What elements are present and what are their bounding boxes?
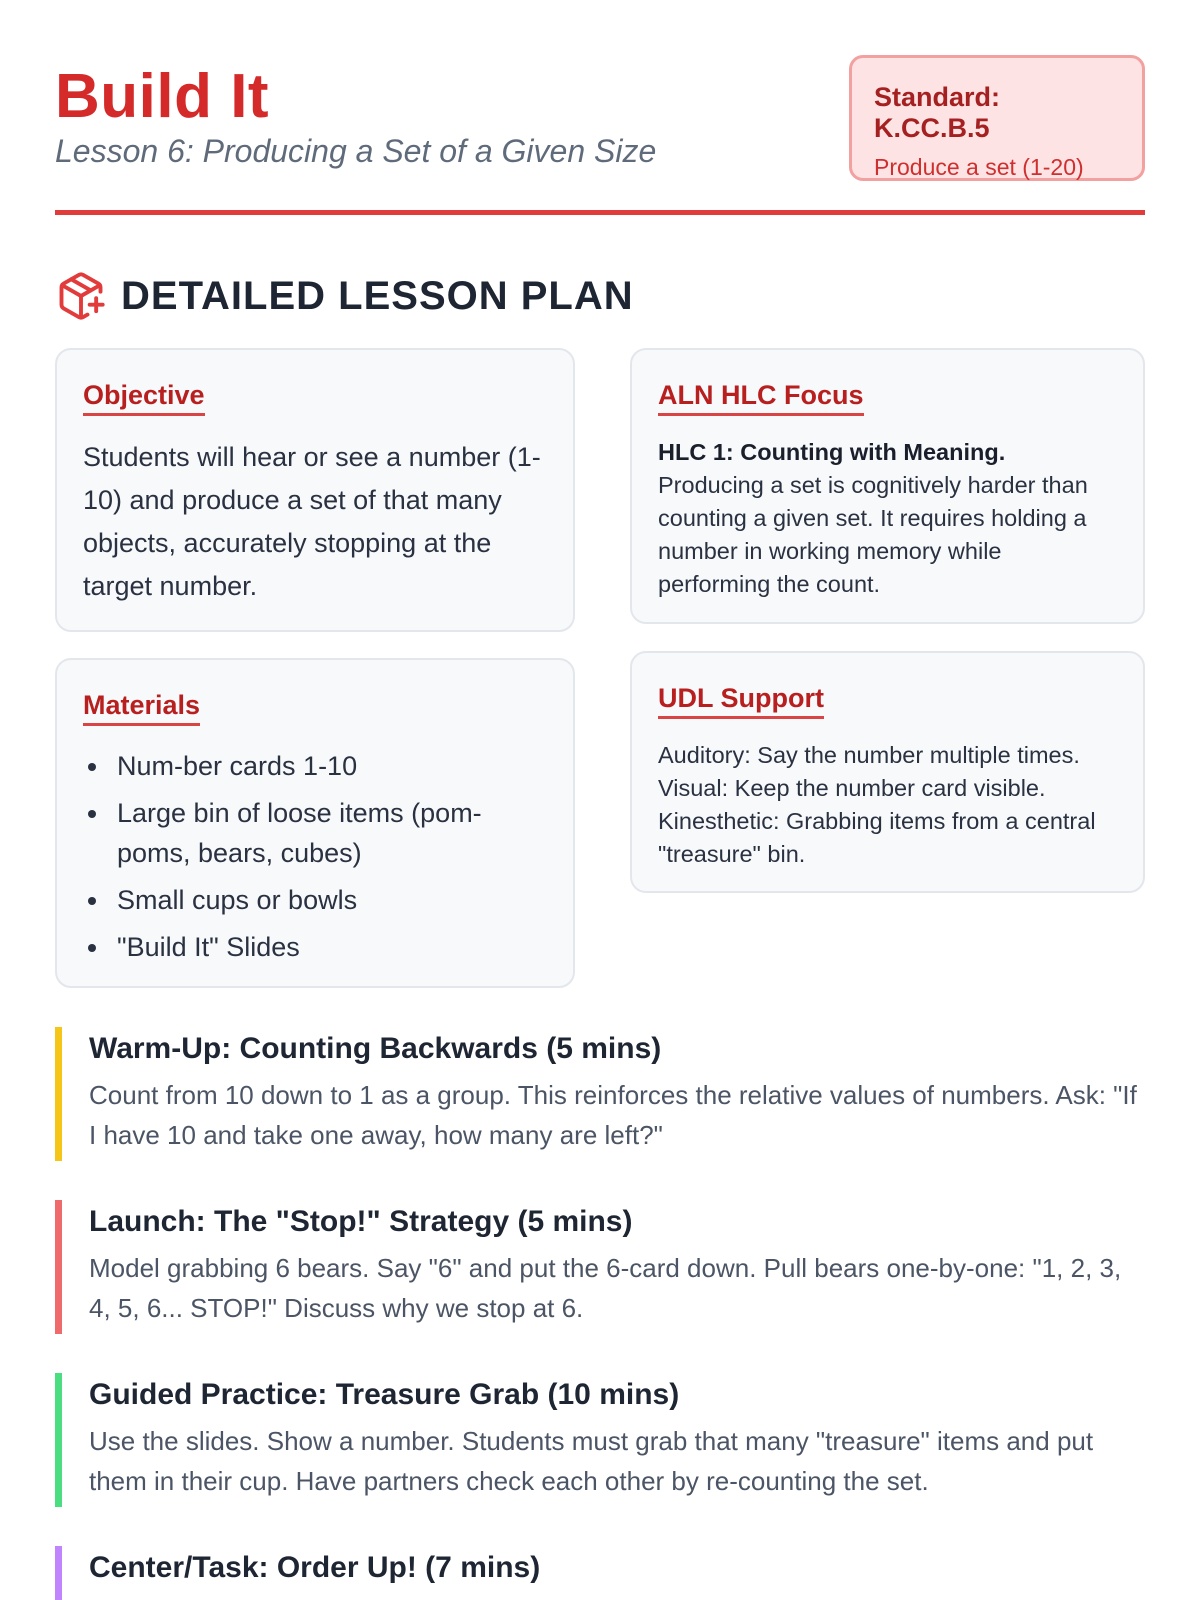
materials-list xyxy=(83,746,547,967)
lesson-step-warmup xyxy=(55,1027,1145,1161)
step-description: Use the slides. Show a number. Students must grab that many "treasure" items and put them in their cup. Have partners check each other by re-counting the set. xyxy=(89,1426,1094,1496)
focus-content xyxy=(658,436,1117,601)
focus-card xyxy=(630,348,1145,624)
standard-description: Produce a set (1-20) xyxy=(874,154,1084,180)
lesson-subtitle: Lesson 6: Producing a Set of a Given Size xyxy=(55,133,657,169)
step-description: Model grabbing 6 bears. Say "6" and put the 6-card down. Pull bears one-by-one: "1, 2, 3, 4, 5, 6... STOP!" Discuss why we stop at 6. xyxy=(89,1253,1122,1323)
objective-card xyxy=(55,348,575,632)
udl-body: Auditory: Say the number multiple times. Visual: Keep the number card visible. Kinesthetic: Grabbing items from a central "treasure" bin. xyxy=(658,742,1096,867)
page-title: Build It xyxy=(55,62,270,131)
step-title: Launch: The "Stop!" Strategy (5 mins) xyxy=(89,1205,633,1238)
step-description: Count from 10 down to 1 as a group. This reinforces the relative values of numbers. Ask: "If I have 10 and take one away, how many are left?" xyxy=(89,1080,1137,1150)
list-item: Large bin of loose items (pom-poms, bears, cubes) xyxy=(83,793,547,873)
lesson-header xyxy=(55,55,1145,215)
focus-title: ALN HLC Focus xyxy=(658,380,864,416)
objective-body: Students will hear or see a number (1-10) and produce a set of that many objects, accurately stopping at the target number. xyxy=(83,442,541,601)
standard-badge xyxy=(849,55,1145,181)
objective-title: Objective xyxy=(83,380,205,416)
udl-card xyxy=(630,651,1145,893)
step-title: Warm-Up: Counting Backwards (5 mins) xyxy=(89,1032,662,1065)
lesson-step-guided-practice xyxy=(55,1373,1145,1507)
lesson-step-launch xyxy=(55,1200,1145,1334)
standard-code: Standard: K.CC.B.5 xyxy=(874,82,1001,143)
materials-card xyxy=(55,658,575,988)
focus-heading: HLC 1: Counting with Meaning. xyxy=(658,439,1006,465)
step-title: Center/Task: Order Up! (7 mins) xyxy=(89,1551,541,1584)
lesson-step-center-task xyxy=(55,1546,1145,1600)
materials-title: Materials xyxy=(83,690,200,726)
list-item: Small cups or bowls xyxy=(83,880,547,920)
list-item: "Build It" Slides xyxy=(83,927,547,967)
package-plus-icon xyxy=(55,270,107,322)
section-title: DETAILED LESSON PLAN xyxy=(121,273,634,318)
list-item: Num-ber cards 1-10 xyxy=(83,746,547,786)
step-title: Guided Practice: Treasure Grab (10 mins) xyxy=(89,1378,680,1411)
section-heading xyxy=(55,268,634,324)
udl-title: UDL Support xyxy=(658,683,824,719)
focus-body: Producing a set is cognitively harder than counting a given set. It requires holding a number in working memory while performing the count. xyxy=(658,472,1088,597)
